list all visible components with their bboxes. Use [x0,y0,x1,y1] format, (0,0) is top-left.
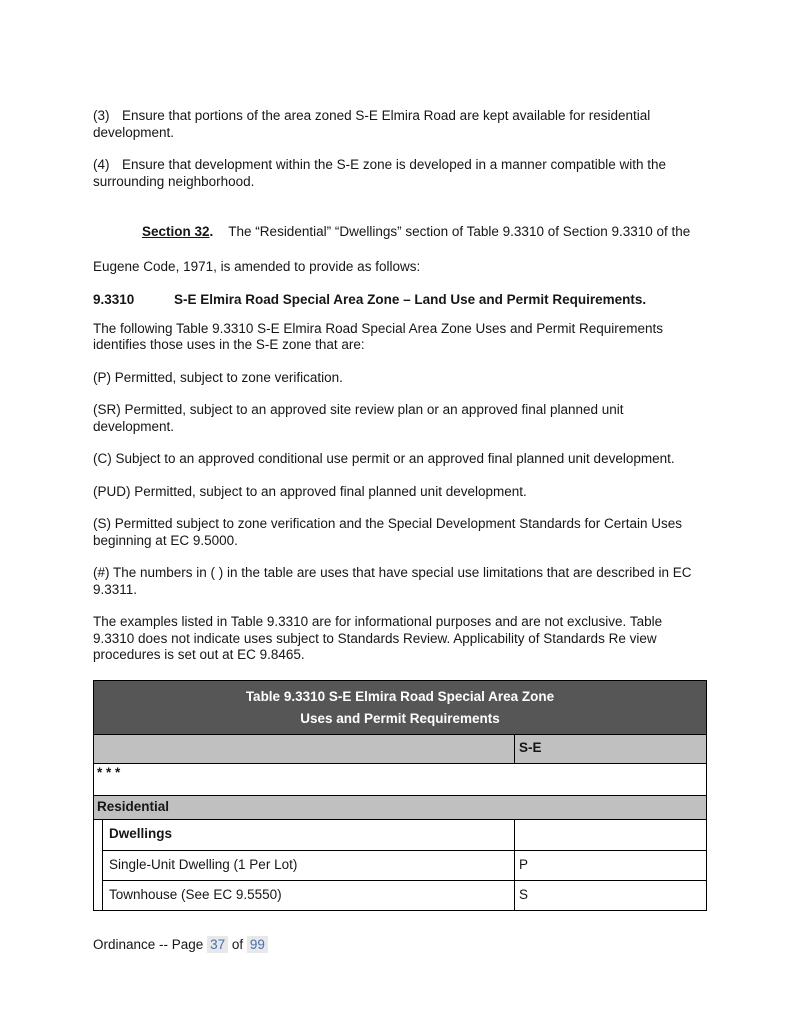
examples-note-paragraph: The examples listed in Table 9.3310 are for informational purposes and are not exclusive. Table 9.3310 does not indicate uses subject to Standards Review. Applicability of Standards Re view procedures is set out at EC 9.8465. [93,614,663,662]
paragraph-4-marker: (4) [93,157,110,172]
paragraph-3-text: Ensure that portions of the area zoned S-E Elmira Road are kept available for residential development. [93,108,651,140]
subcategory-permit-cell [514,820,706,850]
page-number-field: 37 [207,936,228,953]
table-title-line2: Uses and Permit Requirements [300,710,500,726]
paragraph-3-marker: (3) [93,108,110,123]
section-32-text: The “Residential” “Dwellings” section of Table 9.3310 of Section 9.3310 of the Eugene Code, 1971, is amended to provide as follows: [93,224,691,274]
table-title-bar [94,681,706,734]
ellipsis-row: * * * [94,763,706,795]
table-title-line1: Table 9.3310 S-E Elmira Road Special Area Zone [245,688,555,704]
footer-prefix: Ordinance -- Page [93,936,204,952]
section-32-label: Section 32 [142,224,210,239]
paragraph-4 [93,157,707,190]
definition-s: (S) Permitted subject to zone verification and the Special Development Standards for Certain Uses beginning at EC 9.5000. [93,516,683,548]
zone-header-row [94,734,706,763]
table-row-single-unit [94,850,706,880]
paragraph-4-text: Ensure that development within the S-E zone is developed in a manner compatible with the surrounding neighborhood. [93,157,667,189]
subcategory-label: Dwellings [109,826,173,842]
table-intro-paragraph: The following Table 9.3310 S-E Elmira Road Special Area Zone Uses and Permit Requirements identifies those uses in the S-E zone that are: [93,320,664,352]
permit-cell: P [514,851,706,880]
code-heading-title: S-E Elmira Road Special Area Zone – Land Use and Permit Requirements. [174,292,647,307]
subcategory-row-dwellings [94,820,706,850]
definition-p: (P) Permitted, subject to zone verification. [93,369,343,385]
footer-of-label: of [231,936,244,952]
row-gutter [94,880,102,910]
category-row-residential: Residential [94,795,706,820]
section-32-period: . [209,224,214,239]
permit-requirements-table [93,680,707,911]
definition-pud: (PUD) Permitted, subject to an approved final planned unit development. [93,483,527,499]
code-heading-number: 9.3310 [93,292,135,307]
section-32-paragraph [93,214,707,284]
table-row-townhouse [94,880,706,910]
page-footer [93,937,707,954]
code-heading [93,292,707,309]
use-cell: Townhouse (See EC 9.5550) [109,886,282,902]
total-pages-field: 99 [247,936,268,953]
row-gutter [94,820,102,850]
zone-header-se-cell: S-E [514,735,706,763]
use-cell: Single-Unit Dwelling (1 Per Lot) [109,856,298,872]
permit-cell: S [514,881,706,910]
definition-sr: (SR) Permitted, subject to an approved site review plan or an approved final planned unit development. [93,402,624,434]
definition-hash: (#) The numbers in ( ) in the table are uses that have special use limitations that are described in EC 9.3311. [93,565,692,597]
definition-c: (C) Subject to an approved conditional use permit or an approved final planned unit development. [93,451,675,466]
paragraph-3 [93,108,707,141]
row-gutter [94,850,102,880]
